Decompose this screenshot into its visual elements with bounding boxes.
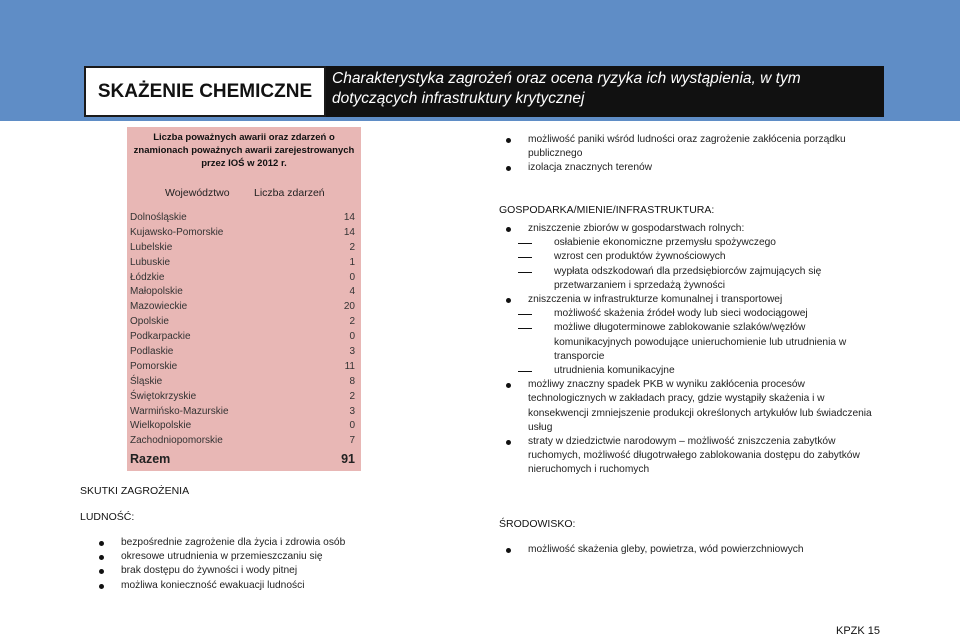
region-name: Śląskie <box>130 375 163 387</box>
list-item: możliwy znaczny spadek PKB w wyniku zakłócenia procesów technologicznych w zakładach pracy, gdzie wystąpiły skażenia i w konsekwencji zmniejszenie produkcji określonych artykułów lub świadczenia usług <box>500 378 884 435</box>
economy-effects-list <box>500 222 884 478</box>
region-name: Mazowieckie <box>130 301 188 313</box>
table-row <box>127 434 361 449</box>
list-item: utrudnienia komunikacyjne <box>500 364 884 378</box>
region-name: Wielkopolskie <box>130 420 192 432</box>
people-heading: LUDNOŚĆ: <box>80 511 135 523</box>
incident-count: 2 <box>349 241 355 253</box>
region-name: Lubuskie <box>130 256 171 268</box>
list-item: możliwe długoterminowe zablokowanie szlaków/węzłów komunikacyjnych powodujące unieruchomienie lub utrudnienia w transporcie <box>500 321 884 364</box>
table-row <box>127 345 361 360</box>
incident-count: 20 <box>343 301 355 313</box>
incident-count: 3 <box>349 346 355 358</box>
list-item: brak dostępu do żywności i wody pitnej <box>93 564 403 578</box>
list-item: wypłata odszkodowań dla przedsiębiorców zajmujących się przetwarzaniem i sprzedażą żywności <box>500 265 884 293</box>
region-name: Zachodniopomorskie <box>130 435 223 447</box>
total-label: Razem <box>130 452 171 466</box>
region-name: Lubelskie <box>130 241 173 253</box>
page-number: KPZK 15 <box>836 625 881 637</box>
incident-count: 14 <box>343 212 355 223</box>
effects-heading: SKUTKI ZAGROŻENIA <box>80 485 190 497</box>
region-name: Podkarpackie <box>130 331 191 343</box>
list-item: możliwość paniki wśród ludności oraz zagrożenie zakłócenia porządku publicznego <box>500 133 884 161</box>
economy-heading: GOSPODARKA/MIENIE/INFRASTRUKTURA: <box>499 204 715 216</box>
table-rows <box>127 211 361 449</box>
table-row <box>127 256 361 271</box>
list-item: zniszczenia w infrastrukturze komunalnej i transportowej <box>500 293 884 307</box>
table-row <box>127 330 361 345</box>
incident-count: 0 <box>349 331 355 343</box>
region-name: Dolnośląskie <box>130 212 187 223</box>
table-row <box>127 375 361 390</box>
table-row <box>127 271 361 286</box>
incident-count: 0 <box>349 271 355 283</box>
environment-heading: ŚRODOWISKO: <box>499 518 576 530</box>
region-name: Warmińsko-Mazurskie <box>130 405 229 417</box>
incident-count: 14 <box>343 226 355 238</box>
region-name: Kujawsko-Pomorskie <box>130 226 224 238</box>
table-row <box>127 405 361 420</box>
incident-count: 0 <box>349 420 355 432</box>
list-item: zniszczenie zbiorów w gospodarstwach rolnych: <box>500 222 884 236</box>
list-item: okresowe utrudnienia w przemieszczaniu się <box>93 550 403 564</box>
list-item: możliwa konieczność ewakuacji ludności <box>93 579 403 593</box>
incident-count: 8 <box>349 375 355 387</box>
table-row <box>127 360 361 375</box>
column-header-region: Województwo <box>165 187 230 199</box>
people-effects-list <box>93 536 403 593</box>
total-value: 91 <box>341 452 355 466</box>
incident-count: 11 <box>344 360 355 372</box>
region-name: Małopolskie <box>130 286 183 298</box>
region-name: Łódzkie <box>130 271 165 283</box>
environment-effects-list <box>500 543 884 557</box>
list-item: straty w dziedzictwie narodowym – możliwość zniszczenia zabytków ruchomych, możliwość długotrwałego zablokowania dostępu do zabytków nieruchomych i ruchomych <box>500 435 884 478</box>
incidents-table <box>127 127 361 471</box>
region-name: Pomorskie <box>130 360 178 372</box>
region-name: Opolskie <box>130 316 169 328</box>
incident-count: 2 <box>349 390 355 402</box>
table-row <box>127 226 361 241</box>
list-item: możliwość skażenia źródeł wody lub sieci wodociągowej <box>500 307 884 321</box>
table-title: Liczba poważnych awarii oraz zdarzeń o znamionach poważnych awarii zarejestrowanych przez IOŚ w 2012 r. <box>133 132 355 169</box>
list-item: osłabienie ekonomiczne przemysłu spożywczego <box>500 236 884 250</box>
list-item: wzrost cen produktów żywnościowych <box>500 250 884 264</box>
table-row <box>127 390 361 405</box>
table-row <box>127 300 361 315</box>
incident-count: 7 <box>349 435 355 447</box>
column-header-count: Liczba zdarzeń <box>254 187 325 199</box>
region-name: Podlaskie <box>130 346 174 358</box>
table-total-row <box>130 452 355 466</box>
table-row <box>127 315 361 330</box>
general-effects-list <box>500 133 884 176</box>
table-row <box>127 419 361 434</box>
page-subtitle: Charakterystyka zagrożeń oraz ocena ryzyka ich wystąpienia, w tym dotyczących infrastruktury krytycznej <box>326 66 884 117</box>
incident-count: 1 <box>349 256 355 268</box>
incident-count: 3 <box>349 405 355 417</box>
page-title: SKAŻENIE CHEMICZNE <box>84 66 326 117</box>
table-row <box>127 211 361 226</box>
table-row <box>127 241 361 256</box>
incident-count: 4 <box>349 286 355 298</box>
table-row <box>127 285 361 300</box>
list-item: izolacja znacznych terenów <box>500 161 884 175</box>
region-name: Świętokrzyskie <box>130 390 197 402</box>
incident-count: 2 <box>349 316 355 328</box>
list-item: możliwość skażenia gleby, powietrza, wód powierzchniowych <box>500 543 884 557</box>
list-item: bezpośrednie zagrożenie dla życia i zdrowia osób <box>93 536 403 550</box>
